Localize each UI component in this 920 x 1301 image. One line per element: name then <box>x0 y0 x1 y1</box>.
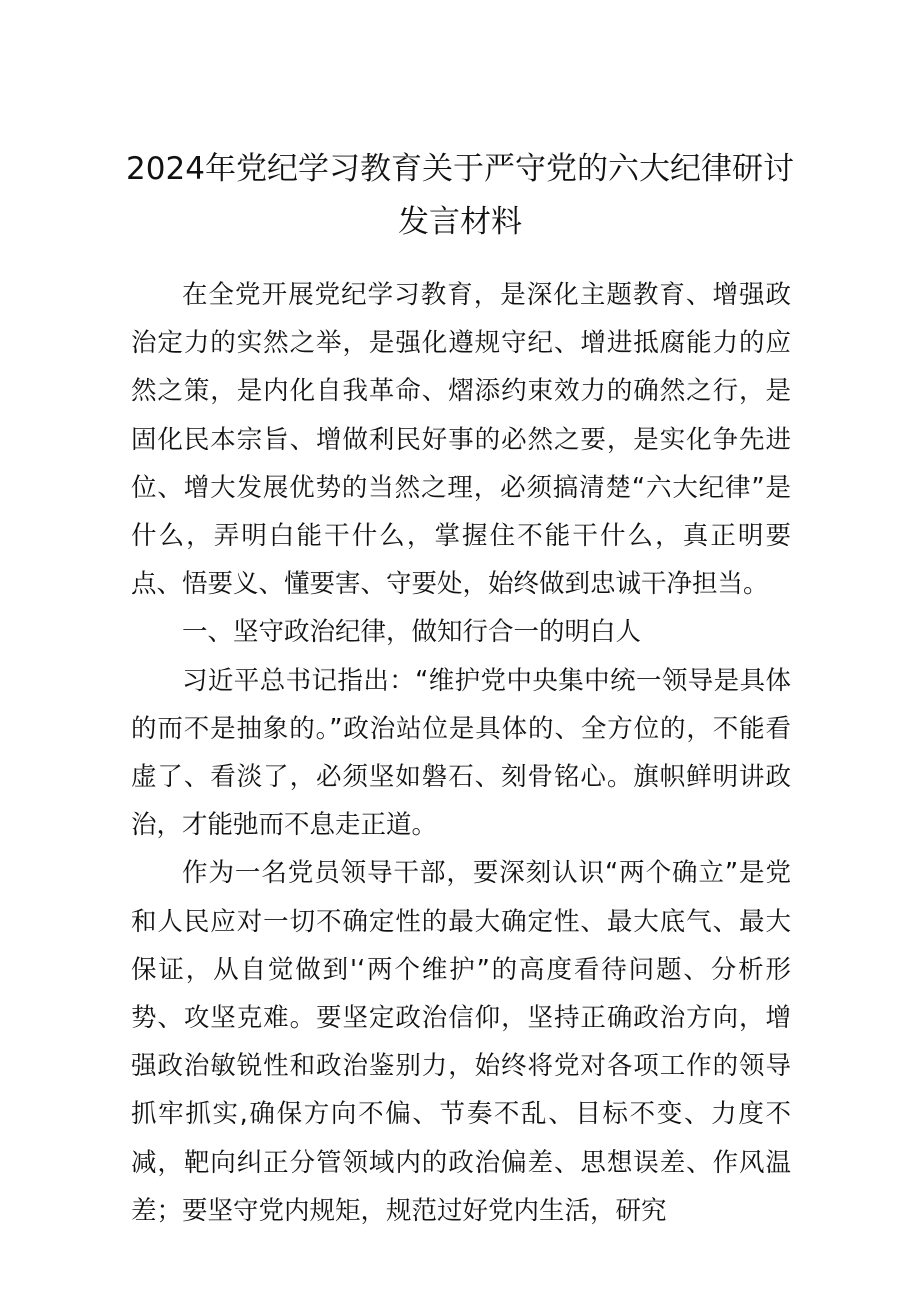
document-title: 2024年党纪学习教育关于严守党的六大纪律研讨发言材料 <box>126 151 794 240</box>
body-paragraph: 作为一名党员领导干部，要深刻认识“两个确立”是党和人民应对一切不确定性的最大确定性、最大底气、最大保证，从自觉做到'‘两个维护”的高度看待问题、分析形势、攻坚克难。要坚定政治信仰，坚持正确政治方向，增强政治敏锐性和政治鉴别力，始终将党对各项工作的领导抓牢抓实,确保方向不偏、节奏不乱、目标不变、力度不减，靶向纠正分管领域内的政治偏差、思想误差、作风温差；要坚守党内规矩，规范过好党内生活，研究 <box>131 858 791 1226</box>
document-body <box>131 271 791 1235</box>
intro-paragraph: 在全党开展党纪学习教育，是深化主题教育、增强政治定力的实然之举，是强化遵规守纪、增进抵腐能力的应然之策，是内化自我革命、熠添约束效力的确然之行，是固化民本宗旨、增做利民好事的必然之要，是实化争先进位、增大发展优势的当然之理，必须搞清楚“六大纪律”是什么，弄明白能干什么，掌握住不能干什么，真正明要点、悟要义、懂要害、守要处，始终做到忠诚干净担当。 <box>131 280 791 600</box>
section-heading-1: 一、坚守政治纪律，做知行合一的明白人 <box>182 617 642 648</box>
quote-paragraph: 习近平总书记指出：“维护党中央集中统一领导是具体的而不是抽象的。”政治站位是具体的、全方位的，不能看虚了、看淡了，必须坚如磐石、刻骨铭心。旗帜鲜明讲政治，才能弛而不息走正道。 <box>131 665 791 841</box>
